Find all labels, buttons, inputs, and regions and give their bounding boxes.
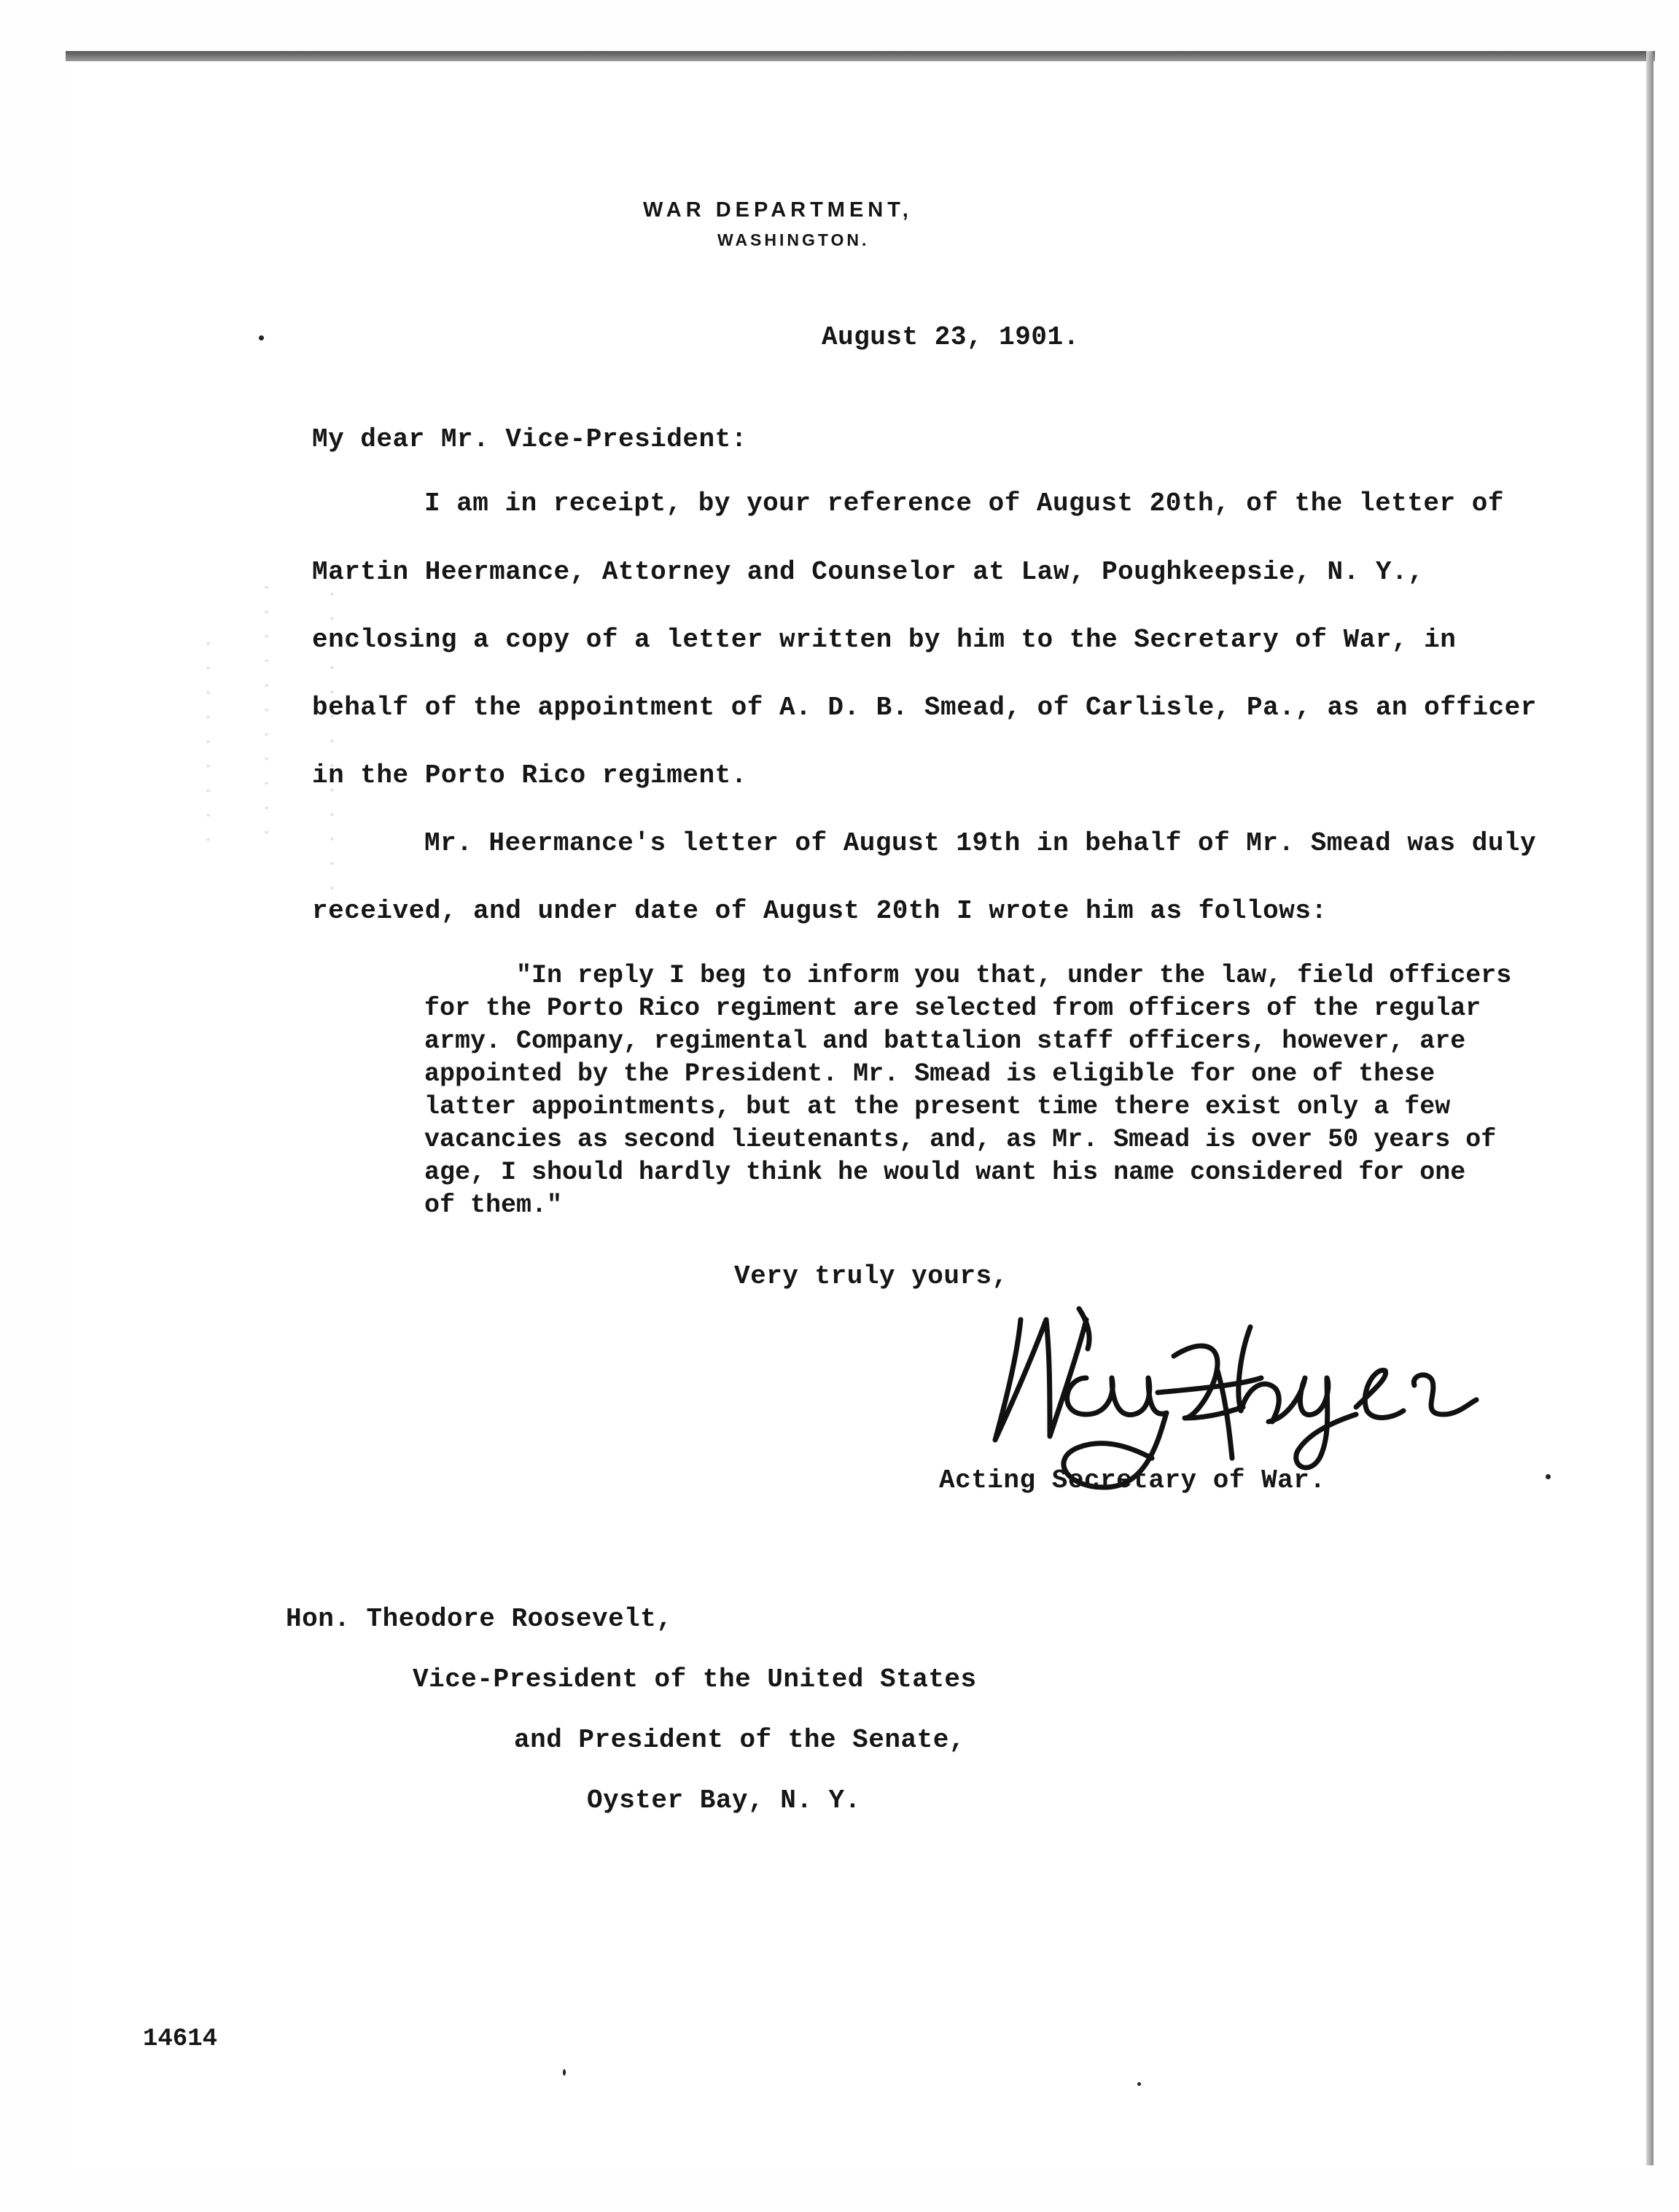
scan-speck [259, 335, 264, 340]
addressee-line: Oyster Bay, N. Y. [587, 1785, 861, 1815]
quote-line: vacancies as second lieutenants, and, as Mr. Smead is over 50 years of [424, 1125, 1497, 1154]
quote-line: appointed by the President. Mr. Smead is eligible for one of these [424, 1059, 1435, 1089]
paragraph-1-line: Martin Heermance, Attorney and Counselor at Law, Poughkeepsie, N. Y., [312, 557, 1425, 587]
paragraph-1-line: behalf of the appointment of A. D. B. Smead, of Carlisle, Pa., as an officer [312, 693, 1537, 723]
letter-date: August 23, 1901. [822, 322, 1080, 352]
bleed-through-text-1: · · · · · · · · · [196, 637, 219, 846]
salutation: My dear Mr. Vice-President: [312, 424, 747, 454]
paragraph-2-line: received, and under date of August 20th I wrote him as follows: [312, 896, 1328, 926]
letterhead-department: WAR DEPARTMENT, [643, 198, 913, 222]
paragraph-2-line: Mr. Heermance's letter of August 19th in behalf of Mr. Smead was duly [424, 828, 1537, 858]
quote-line: age, I should hardly think he would want his name considered for one [424, 1158, 1466, 1187]
scan-speck [1546, 1474, 1551, 1479]
bleed-through-text-2: · · · · · · · · · · · [254, 581, 277, 838]
quote-line: latter appointments, but at the present time there exist only a few [424, 1092, 1451, 1121]
quote-line: army. Company, regimental and battalion staff officers, however, are [424, 1027, 1466, 1056]
quote-line: of them." [424, 1191, 563, 1220]
bleed-through-text-3: · · · · · · · · · · · · · · [320, 588, 343, 919]
scan-border-top [66, 51, 1655, 61]
addressee-line: and President of the Senate, [514, 1725, 965, 1755]
quote-line: "In reply I beg to inform you that, under the law, field officers [516, 961, 1512, 990]
signature-title: Acting Secretary of War. [939, 1465, 1326, 1495]
addressee-line: Vice-President of the United States [413, 1664, 977, 1694]
document-number: 14614 [143, 2025, 218, 2053]
paragraph-1-line: enclosing a copy of a letter written by him to the Secretary of War, in [312, 625, 1457, 655]
letterhead-city: WASHINGTON. [717, 230, 870, 249]
scan-speck [1137, 2082, 1141, 2086]
scan-border-right [1646, 51, 1653, 2165]
scan-speck [563, 2069, 566, 2076]
paragraph-1-line: in the Porto Rico regiment. [312, 760, 747, 790]
closing: Very truly yours, [734, 1261, 1008, 1291]
paragraph-1-line: I am in receipt, by your reference of August 20th, of the letter of [424, 488, 1504, 518]
addressee-name: Hon. Theodore Roosevelt, [286, 1604, 673, 1634]
quote-line: for the Porto Rico regiment are selected from officers of the regular [424, 994, 1481, 1023]
